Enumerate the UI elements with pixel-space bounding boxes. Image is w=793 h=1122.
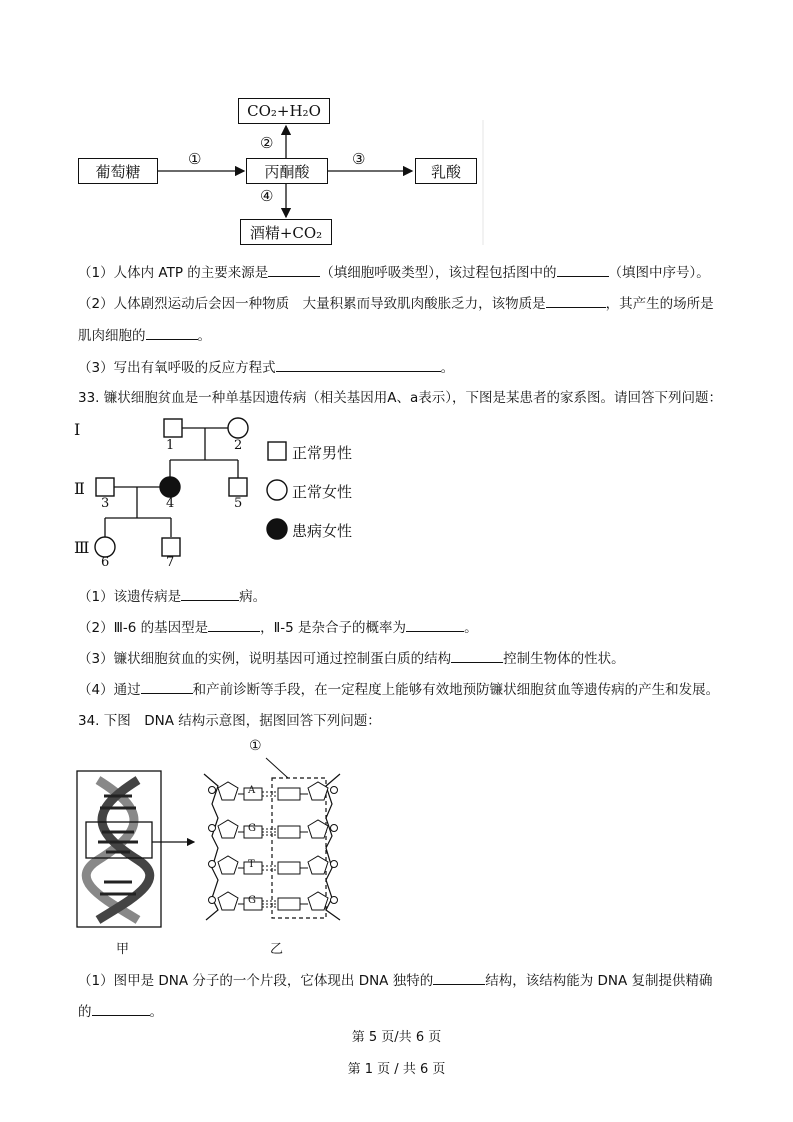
individual-II-4 [160,477,180,497]
individual-number: 2 [234,438,243,453]
flow-arrows [0,0,793,250]
generation-I-label: Ⅰ [74,420,81,439]
q33-part3: （3）镰状细胞贫血的实例，说明基因可通过控制蛋白质的结构 控制生物体的性状。 [78,648,625,669]
legend-affected-female: 患病女性 [292,522,353,540]
q34-part1-cont: 的 。 [78,1001,163,1022]
answer-blank[interactable] [208,617,260,632]
co2-h2o-box: CO₂+H₂O [238,98,330,124]
pyruvate-box: 丙酮酸 [246,158,328,184]
answer-blank[interactable] [181,586,239,601]
answer-blank[interactable] [546,293,606,308]
generation-II-label: Ⅱ [74,479,85,498]
answer-blank[interactable] [557,262,609,277]
answer-blank[interactable] [433,970,485,985]
base-label: G [248,823,256,834]
answer-blank[interactable] [276,357,441,372]
individual-I-1 [164,419,182,437]
individual-number: 4 [166,496,175,511]
outer-page-footer: 第 1 页 / 共 6 页 [347,1062,446,1077]
step4-label: ④ [260,187,274,205]
legend-male-symbol [268,442,286,460]
nucleotide-row [209,782,338,800]
q33-part1: （1）该遗传病是 病。 [78,586,266,607]
q32-part3: （3）写出有氧呼吸的反应方程式 。 [78,357,454,378]
individual-number: 5 [234,496,243,511]
legend-affected-symbol [267,519,287,539]
individual-III-7 [162,538,180,556]
individual-III-6 [95,537,115,557]
legend-normal-male: 正常男性 [292,444,353,462]
generation-III-label: Ⅲ [74,538,90,557]
legend-female-symbol [267,480,287,500]
q32-part2-cont: 肌肉细胞的 。 [78,325,211,346]
base-label: A [248,785,256,796]
q34-intro: 34. 下图 DNA 结构示意图，据图回答下列问题： [78,713,381,729]
answer-blank[interactable] [141,679,193,694]
q32-part1: （1）人体内 ATP 的主要来源是 （填细胞呼吸类型），该过程包括图中的 （填图中序号）。 [78,262,710,283]
alcohol-co2-box: 酒精+CO₂ [240,219,332,245]
individual-II-3 [96,478,114,496]
individual-number: 3 [101,496,110,511]
answer-blank[interactable] [406,617,464,632]
dna-marker-label: ① [249,738,262,754]
dna-ladder-svg [190,740,360,930]
q34-part1: （1）图甲是 DNA 分子的一个片段，它体现出 DNA 独特的 结构，该结构能为 DNA 复制提供精确 [78,970,713,991]
step3-label: ③ [352,150,366,168]
step1-label: ① [188,150,202,168]
legend-normal-female: 正常女性 [292,483,353,501]
answer-blank[interactable] [146,325,198,340]
base-label: T [248,859,255,870]
lactic-acid-box: 乳酸 [415,158,477,184]
nucleotide-row [209,856,338,874]
glucose-box: 葡萄糖 [78,158,158,184]
individual-number: 7 [166,555,175,570]
individual-number: 1 [166,438,175,453]
step2-label: ② [260,134,274,152]
q33-part4: （4）通过 和产前诊断等手段，在一定程度上能够有效地预防镰状细胞贫血等遗传病的产生和发展。 [78,679,719,700]
answer-blank[interactable] [451,648,503,663]
figure-yi-label: 乙 [270,942,284,957]
nucleotide-row [209,892,338,910]
individual-II-5 [229,478,247,496]
q33-intro: 33. 镰状细胞贫血是一种单基因遗传病（相关基因用A、a表示），下图是某患者的家系图。请回答下列问题： [78,390,723,406]
answer-blank[interactable] [92,1001,150,1016]
q32-part2: （2）人体剧烈运动后会因一种物质 大量积累而导致肌肉酸胀乏力，该物质是 ，其产生的场所是 [78,293,714,314]
nucleotide-row [209,820,338,838]
inner-page-footer: 第 5 页/共 6 页 [351,1030,442,1045]
q33-part2: （2）Ⅲ-6 的基因型是 ，Ⅱ-5 是杂合子的概率为 。 [78,617,478,638]
base-label: G [248,895,256,906]
figure-jia-label: 甲 [116,942,130,957]
answer-blank[interactable] [268,262,320,277]
individual-I-2 [228,418,248,438]
individual-number: 6 [101,555,110,570]
